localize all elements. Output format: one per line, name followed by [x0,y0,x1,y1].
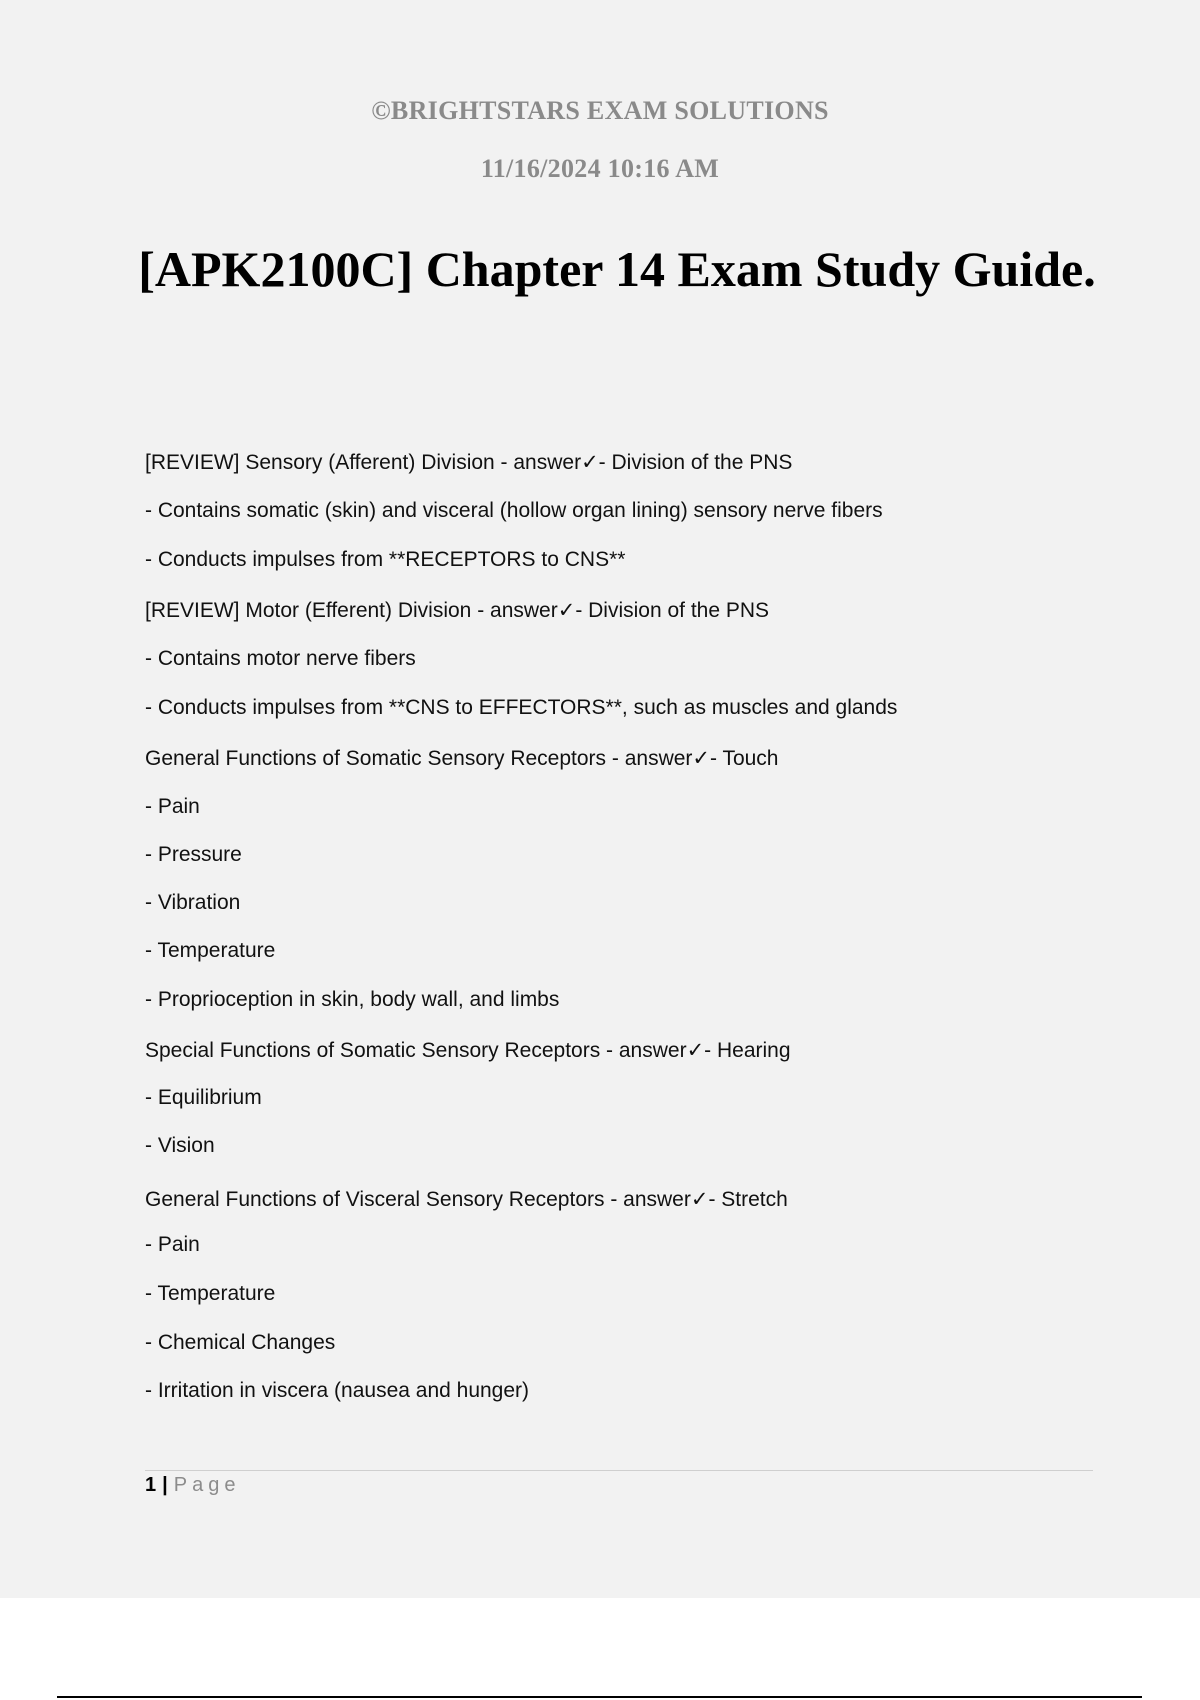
study-line: Special Functions of Somatic Sensory Receptors - answer✓- Hearing [145,1039,791,1062]
next-page-divider [57,1696,1142,1698]
study-line: - Vibration [145,891,241,914]
study-line: General Functions of Somatic Sensory Receptors - answer✓- Touch [145,747,779,770]
study-line: - Pressure [145,843,242,866]
document-title: [APK2100C] Chapter 14 Exam Study Guide. [138,241,1096,297]
study-line: [REVIEW] Sensory (Afferent) Division - answer✓- Division of the PNS [145,451,793,474]
study-line: - Vision [145,1134,215,1157]
page-number: 1 [145,1474,157,1496]
study-line: [REVIEW] Motor (Efferent) Division - answer✓- Division of the PNS [145,599,770,622]
study-line: - Equilibrium [145,1086,262,1109]
study-line: - Conducts impulses from **CNS to EFFECTORS**, such as muscles and glands [145,696,898,719]
footer-separator: | [162,1474,168,1496]
study-line: - Irritation in viscera (nausea and hunger) [145,1379,530,1402]
study-line: - Contains motor nerve fibers [145,647,416,670]
timestamp-watermark: 11/16/2024 10:16 AM [480,154,720,183]
footer-divider [145,1470,1093,1471]
study-line: - Proprioception in skin, body wall, and limbs [145,988,560,1011]
study-line: General Functions of Visceral Sensory Receptors - answer✓- Stretch [145,1188,788,1211]
study-line: - Temperature [145,939,276,962]
study-line: - Temperature [145,1282,276,1305]
study-line: - Pain [145,795,200,818]
page-footer [145,1474,240,1497]
study-line: - Contains somatic (skin) and visceral (hollow organ lining) sensory nerve fibers [145,499,883,522]
page-label: Page [173,1474,241,1496]
study-line: - Pain [145,1233,200,1256]
brand-watermark: ©BRIGHTSTARS EXAM SOLUTIONS [371,96,829,125]
study-line: - Conducts impulses from **RECEPTORS to CNS** [145,548,626,571]
study-line: - Chemical Changes [145,1331,336,1354]
